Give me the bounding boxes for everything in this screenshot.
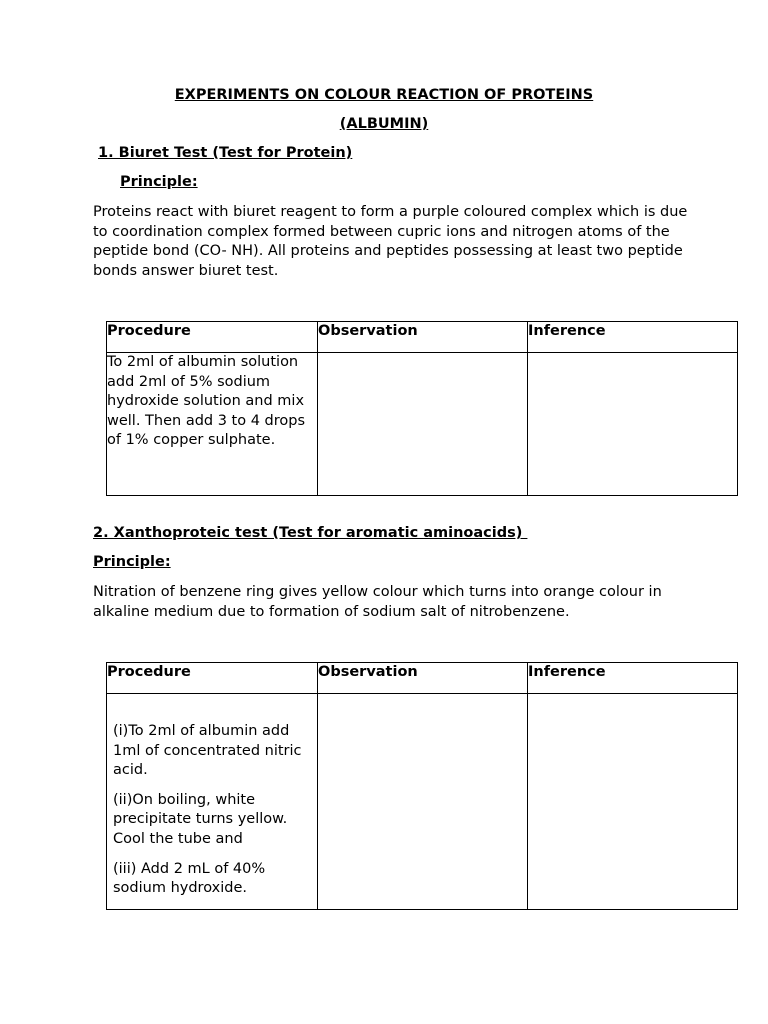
observation-header: Observation <box>318 322 528 353</box>
section2-principle-text: Nitration of benzene ring gives yellow colour which turns into orange colour in alkaline medium due to formation of sodium salt of nitrobenzene. <box>93 584 662 620</box>
procedure-header: Procedure <box>107 322 318 353</box>
xanthoproteic-table <box>106 662 738 910</box>
table-header-row <box>107 322 738 353</box>
section1-principle-text: Proteins react with biuret reagent to form a purple coloured complex which is due to coordination complex formed between cupric ions and nitrogen atoms of the peptide bond (CO- NH). All proteins and peptides possessing at least two peptide bonds answer biuret test. <box>93 204 688 279</box>
procedure-steps <box>107 694 317 899</box>
document-title: EXPERIMENTS ON COLOUR REACTION OF PROTEINS <box>174 87 594 103</box>
observation-cell[interactable] <box>318 353 528 496</box>
section1-heading: 1. Biuret Test (Test for Protein) <box>98 145 353 161</box>
section1-principle-label: Principle: <box>120 174 198 190</box>
inference-header: Inference <box>528 663 738 694</box>
inference-cell[interactable] <box>528 353 738 496</box>
table-row <box>107 353 738 496</box>
inference-cell[interactable] <box>528 694 738 910</box>
document-subtitle: (ALBUMIN) <box>339 116 429 132</box>
procedure-step-2: (ii)On boiling, white precipitate turns yellow. Cool the tube and <box>113 791 288 847</box>
procedure-header: Procedure <box>107 663 318 694</box>
procedure-cell <box>107 694 318 910</box>
observation-cell[interactable] <box>318 694 528 910</box>
table-row <box>107 694 738 910</box>
procedure-text: To 2ml of albumin solution add 2ml of 5% sodium hydroxide solution and mix well. Then add 3 to 4 drops of 1% copper sulphate. <box>107 354 306 449</box>
observation-header: Observation <box>318 663 528 694</box>
procedure-step-3: (iii) Add 2 mL of 40% sodium hydroxide. <box>113 860 266 897</box>
section2-heading: 2. Xanthoproteic test (Test for aromatic aminoacids) <box>93 525 528 541</box>
inference-header: Inference <box>528 322 738 353</box>
procedure-step-1: (i)To 2ml of albumin add 1ml of concentrated nitric acid. <box>113 723 302 779</box>
biuret-table <box>106 321 738 496</box>
procedure-cell <box>107 353 318 496</box>
section2-principle-label: Principle: <box>93 554 171 570</box>
table-header-row <box>107 663 738 694</box>
